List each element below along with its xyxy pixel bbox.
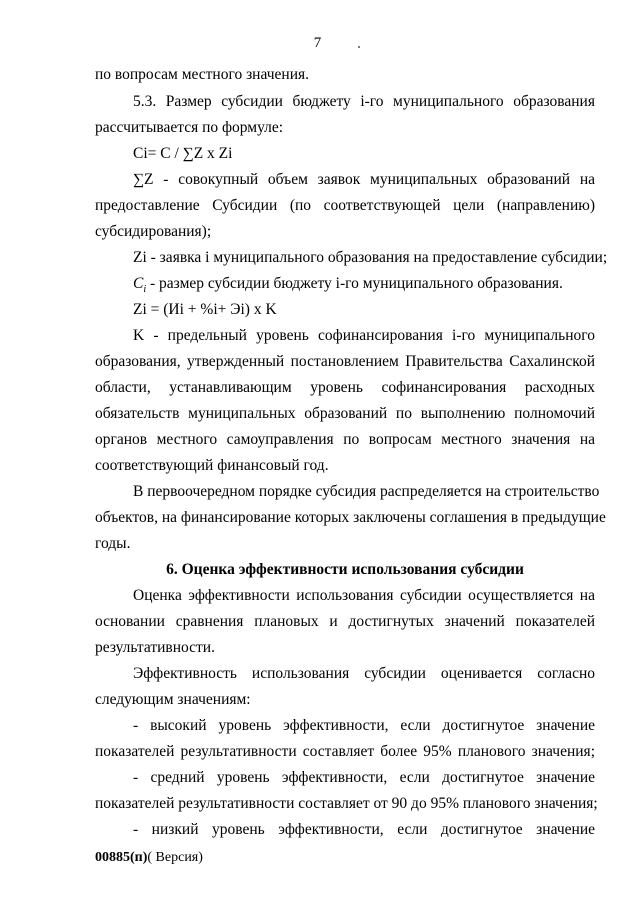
section-6-heading: 6. Оценка эффективности использования субсидии [166, 561, 524, 578]
symbol-ci-subscript: i [143, 284, 147, 296]
text-line: Zi - заявка i муниципального образования на предоставление субсидии; [133, 249, 608, 266]
text-line: органов местного самоуправления по вопросам местного значения на [95, 431, 595, 448]
text-line: Эффективность использования субсидии оценивается согласно [133, 665, 595, 682]
text-line: предоставление Субсидии (по соответствующей цели (направлению) [95, 197, 595, 214]
text-line: В первоочередном порядке субсидия распределяется на строительство [133, 483, 600, 500]
formula-subsidy: Ci= C / ∑Z x Zi [133, 145, 233, 162]
text-line: Оценка эффективности использования субсидии осуществляется на [133, 587, 595, 604]
text-line: рассчитывается по формуле: [95, 119, 284, 136]
text-line: ∑Z - совокупный объем заявок муниципальных образований на [133, 171, 595, 188]
page-number: 7 [313, 35, 322, 51]
text-line: годы. [95, 535, 131, 552]
text-line: основании сравнения плановых и достигнутых значений показателей [95, 613, 595, 630]
list-item-low: - низкий уровень эффективности, если достигнутое значение [133, 821, 595, 838]
text-line: по вопросам местного значения. [95, 66, 310, 83]
text-line: следующим значениям: [95, 691, 251, 708]
scan-speck [358, 46, 360, 48]
text-line: показателей результативности составляет более 95% планового значения; [95, 743, 595, 760]
document-code: 00885(п) [95, 850, 148, 865]
text-line: показателей результативности составляет от 90 до 95% планового значения; [95, 795, 598, 812]
text-line: соответствующий финансовый год. [95, 457, 329, 474]
text-line: образования, утвержденный постановлением Правительства Сахалинской [95, 353, 595, 370]
symbol-ci: C [133, 275, 144, 292]
text-line: 5.3. Размер субсидии бюджету i-го муниципального образования [133, 93, 595, 110]
text-line: субсидирования); [95, 223, 212, 240]
text-line [133, 275, 595, 299]
document-footer [95, 849, 203, 867]
text-line: объектов, на финансирование которых заключены соглашения в предыдущие [95, 509, 606, 526]
text-line: результативности. [95, 639, 215, 656]
text-line: K - предельный уровень софинансирования i-го муниципального [133, 327, 595, 344]
formula-application: Zi = (Иi + %i+ Эi) x K [133, 301, 277, 318]
text-line: области, устанавливающим уровень софинансирования расходных [95, 379, 595, 396]
text-line: обязательств муниципальных образований по выполнению полномочий [95, 405, 595, 422]
document-version: ( Версия) [147, 850, 203, 865]
list-item-medium: - средний уровень эффективности, если достигнутое значение [133, 769, 595, 786]
text-fragment: - размер субсидии бюджету i-го муниципального образования. [146, 275, 563, 292]
list-item-high: - высокий уровень эффективности, если достигнутое значение [133, 717, 595, 734]
